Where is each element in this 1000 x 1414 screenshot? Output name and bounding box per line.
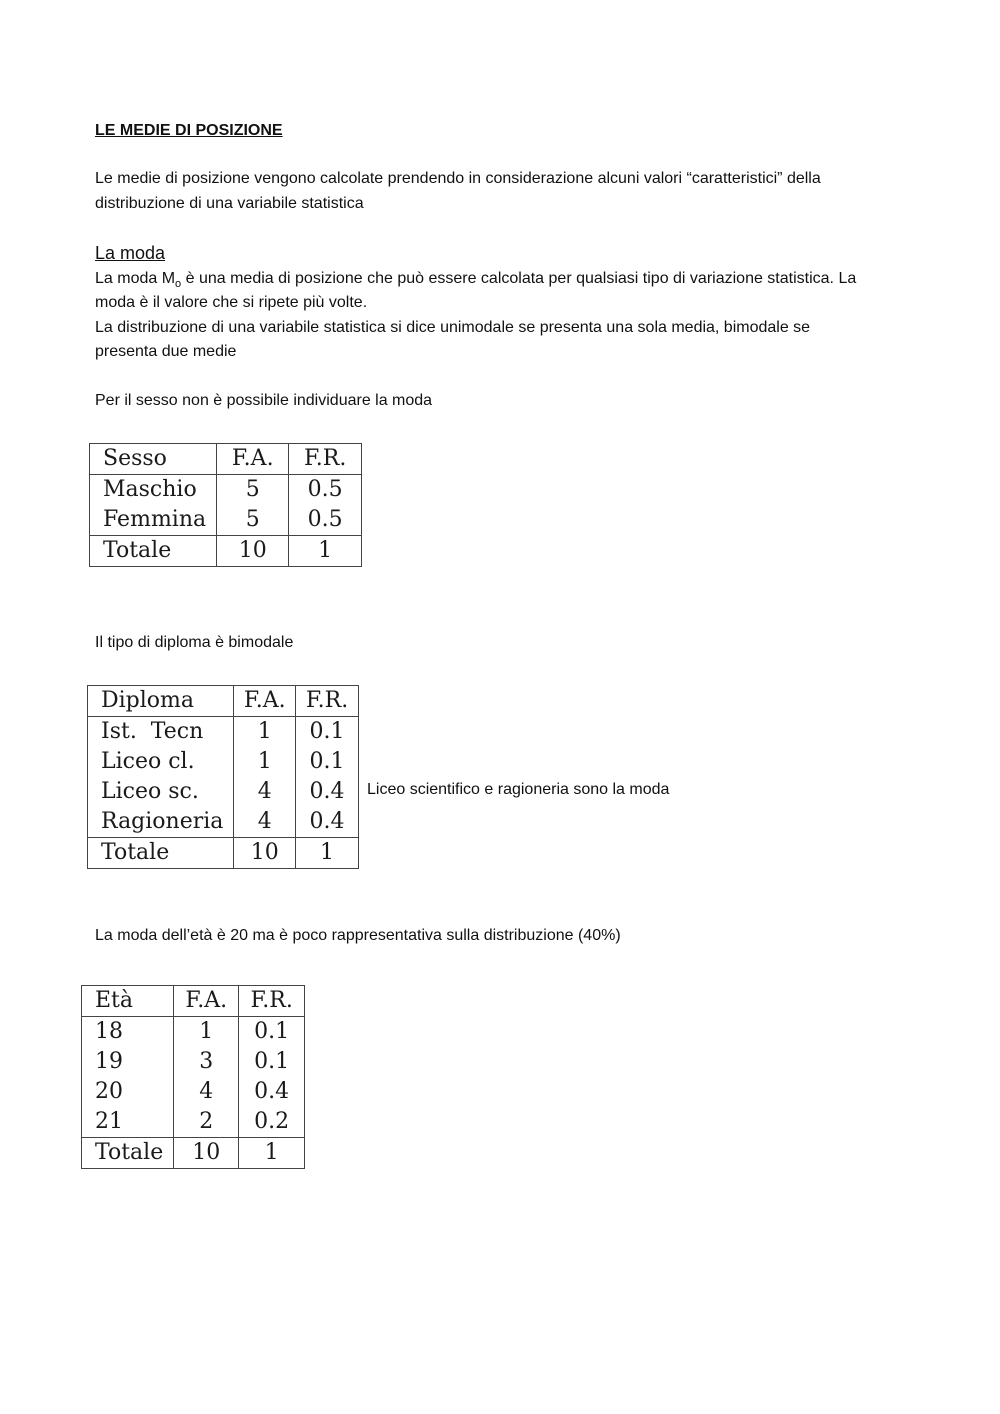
- intro-line-1: Le medie di posizione vengono calcolate prendendo in considerazione alcuni valori “caratteristici” della: [95, 170, 821, 187]
- header-cell: F.A.: [174, 986, 239, 1017]
- header-cell: F.A.: [217, 444, 289, 475]
- table-cell: 0.1: [309, 749, 345, 774]
- table-cell: 1: [234, 717, 296, 748]
- table-cell: 21: [82, 1107, 174, 1138]
- diploma-note: Il tipo di diploma è bimodale: [95, 634, 294, 651]
- table-cell: 1: [174, 1017, 239, 1048]
- table-cell: Maschio: [90, 475, 217, 506]
- table-cell: Femmina: [90, 505, 217, 536]
- header-cell: Diploma: [88, 686, 234, 717]
- table-cell: 0.4: [254, 1079, 290, 1104]
- table-cell: 1: [234, 747, 296, 777]
- table-cell: 0.4: [309, 779, 345, 804]
- table-total-row: [88, 838, 358, 869]
- table-row: [90, 505, 361, 536]
- total-cell: 10: [174, 1138, 239, 1169]
- total-cell: 10: [234, 838, 296, 869]
- table-header-row: [90, 444, 361, 475]
- table-cell: Ragioneria: [88, 807, 234, 838]
- table-cell: 5: [217, 475, 289, 506]
- table-cell: Liceo sc.: [88, 777, 234, 807]
- table-cell: Liceo cl.: [88, 747, 234, 777]
- total-cell: Totale: [82, 1138, 174, 1169]
- table-cell: 20: [82, 1077, 174, 1107]
- table-cell: 0.5: [307, 477, 343, 502]
- table-cell: 0.2: [254, 1109, 290, 1134]
- table-cell: 0.1: [254, 1049, 290, 1074]
- table-eta: [81, 985, 305, 1169]
- section-title-moda: La moda: [95, 243, 166, 263]
- table-row: [88, 807, 358, 838]
- moda-paragraph-line-2: moda è il valore che si ripete più volte.: [95, 294, 368, 311]
- header-cell: F.A.: [234, 686, 296, 717]
- total-cell: 1: [239, 1138, 304, 1169]
- total-cell: 1: [289, 536, 361, 567]
- total-cell: Totale: [90, 536, 217, 567]
- table-cell: 4: [234, 807, 296, 838]
- table-cell: 19: [82, 1047, 174, 1077]
- header-cell: Età: [82, 986, 174, 1017]
- header-cell: F.R.: [239, 986, 304, 1017]
- table-cell: 3: [174, 1047, 239, 1077]
- table-cell: 0.1: [254, 1019, 290, 1044]
- total-cell: Totale: [88, 838, 234, 869]
- total-cell: 10: [217, 536, 289, 567]
- diploma-side-note: Liceo scientifico e ragioneria sono la moda: [367, 781, 670, 798]
- header-cell: F.R.: [296, 686, 358, 717]
- table-row: [90, 475, 361, 506]
- table-cell: 2: [174, 1107, 239, 1138]
- moda-paragraph-line-3: La distribuzione di una variabile statistica si dice unimodale se presenta una sola media, bimodale se: [95, 319, 811, 336]
- sesso-note: Per il sesso non è possibile individuare la moda: [95, 392, 433, 409]
- table-row: [88, 717, 358, 748]
- header-cell: Sesso: [90, 444, 217, 475]
- table-total-row: [90, 536, 361, 567]
- table-cell: 4: [174, 1077, 239, 1107]
- moda-subscript: o: [175, 278, 182, 291]
- table-row: [82, 1077, 304, 1107]
- moda-paragraph-line-4: presenta due medie: [95, 343, 237, 360]
- table-header-row: [82, 986, 304, 1017]
- table-cell: 0.4: [309, 809, 345, 834]
- table-cell: 4: [234, 777, 296, 807]
- table-row: [88, 747, 358, 777]
- table-row: [82, 1047, 304, 1077]
- table-total-row: [82, 1138, 304, 1169]
- table-row: [82, 1107, 304, 1138]
- page-title: LE MEDIE DI POSIZIONE: [95, 122, 283, 139]
- table-row: [82, 1017, 304, 1048]
- table-cell: 5: [217, 505, 289, 536]
- table-diploma: [87, 685, 359, 869]
- intro-line-2: distribuzione di una variabile statistica: [95, 195, 364, 212]
- header-cell: F.R.: [289, 444, 361, 475]
- moda-paragraph-line-1: [95, 267, 856, 292]
- table-cell: 0.5: [307, 507, 343, 532]
- moda-line-1-start: La moda M: [95, 270, 176, 287]
- table-cell: 0.1: [309, 719, 345, 744]
- table-row: [88, 777, 358, 807]
- eta-note: La moda dell’età è 20 ma è poco rappresentativa sulla distribuzione (40%): [95, 927, 621, 944]
- table-header-row: [88, 686, 358, 717]
- moda-line-1-end: è una media di posizione che può essere calcolata per qualsiasi tipo di variazione statistica. La: [181, 270, 857, 287]
- table-cell: Ist. Tecn: [88, 717, 234, 748]
- total-cell: 1: [296, 838, 358, 869]
- table-cell: 18: [82, 1017, 174, 1048]
- table-sesso: [89, 443, 362, 567]
